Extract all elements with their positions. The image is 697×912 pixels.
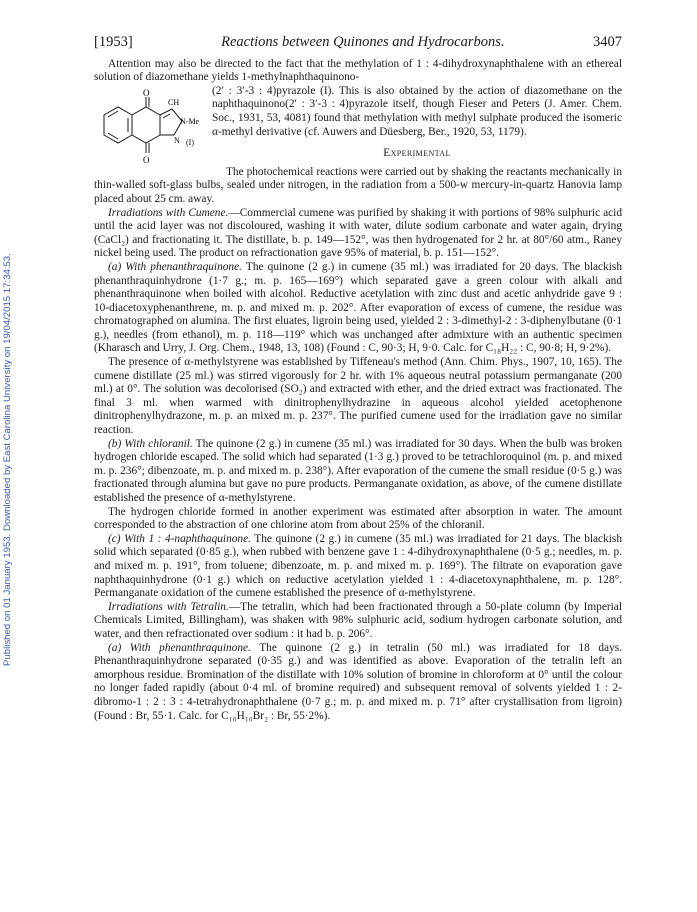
para-hydrogen-chloride: The hydrogen chloride formed in another experiment was estimated after absorption in water. The amount corresponded to the abstraction of one chlorine atom from about 25% of the chloranil. bbox=[94, 505, 622, 532]
para-naphthaquinone: (c) With 1 : 4-naphthaquinone. The quinone (2 g.) in cumene (35 ml.) was irradiated for 21 days. The blackish solid which separated (0·85 g.), when rubbed with benzene gave 1 : 4-dihydroxynaphthalene (0·5 g.; needles, m. p. and mixed m. p. 191°, from toluene; dibenzoate, m. p. and mixed m. p. 169°). The filtrate on evaporation gave naphthaquinhydrone (0·1 g.) which on reductive acetylation yielded 1 : 4-diacetoxynaphthalene, m. p. 128°. Permanganate oxidation of the cumene established the presence of α-methylstyrene. bbox=[94, 532, 622, 600]
para-chloranil: (b) With chloranil. The quinone (2 g.) in cumene (35 ml.) was irradiated for 30 days. When the bulb was broken hydrogen chloride escaped. The solid which had separated (1·3 g.) proved to be tetrachloroquinol (m. p. and mixed m. p. 236°; dibenzoate, m. p. and mixed m. p. 238°). After evaporation of the cumene the small residue (0·5 g.) was fractionated through alumina but gave no pure products. Permanganate oxidation, as above, of the cumene distillate established the presence of α-methylstyrene. bbox=[94, 437, 622, 504]
oxygen-top-label: O bbox=[143, 87, 150, 98]
n-methyl-label: N-Me bbox=[180, 116, 200, 126]
para-cumene: Irradiations with Cumene.—Commercial cumene was purified by shaking it with portions of 98% sulphuric acid until the acid layer was not discoloured, washing it with water, dilute sodium carbonate and water again, drying (CaCl₂) and fractionating it. The distillate, b. p. 149—152°, was then hydrogenated for 2 hr. at 80°/60 atm., Raney nickel being used. The product on refractionation gave 95% of material, b. p. 151—152°. bbox=[94, 206, 622, 260]
header-page-number: 3407 bbox=[592, 34, 622, 50]
para-photochemical: The photochemical reactions were carried out by shaking the reactants mechanically in thin-walled soft-glass bulbs, sealed under nitrogen, in the radiation from a 500-w mercury-in-quartz Hanovia lamp placed about 25 cm. away. bbox=[94, 165, 622, 205]
para-cumene-phenanthraquinone: (a) With phenanthraquinone. The quinone (2 g.) in cumene (35 ml.) was irradiated for 20 days. The blackish phenanthraquinhydrone (1·7 g.; m. p. 165—169°) which separated gave a green colour with alkali and phenanthraquinone when boiled with alcohol. Reductive acetylation with zinc dust and acetic anhydride gave 9 : 10-diacetoxyphenanthrene, m. p. and mixed m. p. 202°. After evaporation of excess of cumene, the residue was chromatographed on alumina. The first eluates, ligroin being used, yielded 2 : 3-dimethyl-2 : 3-diphenylbutane (0·1 g.), needles (from ethanol), m. p. 118—119° which was unchanged after admixture with an authentic specimen (Kharasch and Urry, J. Org. Chem., 1948, 13, 108) (Found : C, 90·3; H, 9·0. Calc. for C₁₈H₂₂ : C, 90·8; H, 9·2%). bbox=[94, 260, 623, 355]
nitrogen-label: N bbox=[174, 135, 180, 145]
intro-continuation: (2′ : 3′-3 : 4)pyrazole (I). This is also obtained by the action of diazomethane on the naphthaquinono(2′ : 3′-3 : 4)pyrazole itself, though Fieser and Peters (J. Amer. Chem. Soc., 1931, 53, 4081) found that methylation with methyl sulphate produced the isomeric α-methyl derivative (cf. Auwers and Düesberg, Ber., 1920, 53, 1179). bbox=[212, 84, 622, 138]
ch-label: CH bbox=[168, 97, 180, 107]
download-watermark: Published on 01 January 1953. Downloaded by East Carolina University on 19/04/2015 17:34:53. bbox=[2, 253, 13, 667]
para-methylstyrene: The presence of α-methylstyrene was established by Tiffeneau's method (Ann. Chim. Phys., 1907, 10, 165). The cumene distillate (25 ml.) was stirred vigorously for 2 hr. with 1% aqueous neutral potassium permanganate (200 ml.) at 0°. The solution was decolorised (SO₂) and extracted with ether, and the dried extract was fractionated. The final 3 ml. when warmed with dinitrophenylhydrazine in aqueous alcohol yielded acetophenone dinitrophenylhydrazone, m. p. an mixed m. p. 237°. The purified cumene used for the irradiation gave no similar reaction. bbox=[94, 356, 622, 437]
section-title-experimental: Experimental bbox=[383, 147, 451, 160]
header-year: [1953] bbox=[94, 34, 133, 50]
header-title: Reactions between Quinones and Hydrocarbons. bbox=[221, 34, 505, 50]
para-tetralin: Irradiations with Tetralin.—The tetralin, which had been fractionated through a 50-plate column (by Imperial Chemicals Limited, Billingham), was shaken with 98% sulphuric acid, sodium hydrogen carbonate solution, and water, and then refractionated over sodium : it had b. p. 206°. bbox=[94, 600, 622, 640]
structure-diagram-pyrazole bbox=[94, 87, 206, 169]
oxygen-bottom-label: O bbox=[143, 154, 150, 165]
running-header bbox=[94, 36, 622, 50]
para-tetralin-phenanthraquinone: (a) With phenanthraquinone. The quinone (2 g.) in tetralin (50 ml.) was irradiated for 18 days. Phenanthraquinhydrone separated (0·35 g.) and was identified as above. Evaporation of the tetralin left an amorphous residue. Bromination of the distillate with 10% solution of bromine in chloroform at 0° until the colour no longer faded rapidly (about 0·4 ml. of bromine required) and subsequent removal of solvents yielded 1 : 2-dibromo-1 : 2 : 3 : 4-tetrahydronaphthalene (0·7 g.; m. p. and mixed m. p. 71° after crystallisation from ligroin) (Found : Br, 55·1. Calc. for C₁₀H₁₀Br₂ : Br, 55·2%). bbox=[94, 641, 622, 722]
structure-number-label: (I) bbox=[186, 137, 194, 147]
journal-page bbox=[94, 36, 622, 723]
intro-paragraph: Attention may also be directed to the fact that the methylation of 1 : 4-dihydroxynaphthalene with an ethereal solution of diazomethane yields 1-methylnaphthaquinono- bbox=[94, 57, 622, 84]
